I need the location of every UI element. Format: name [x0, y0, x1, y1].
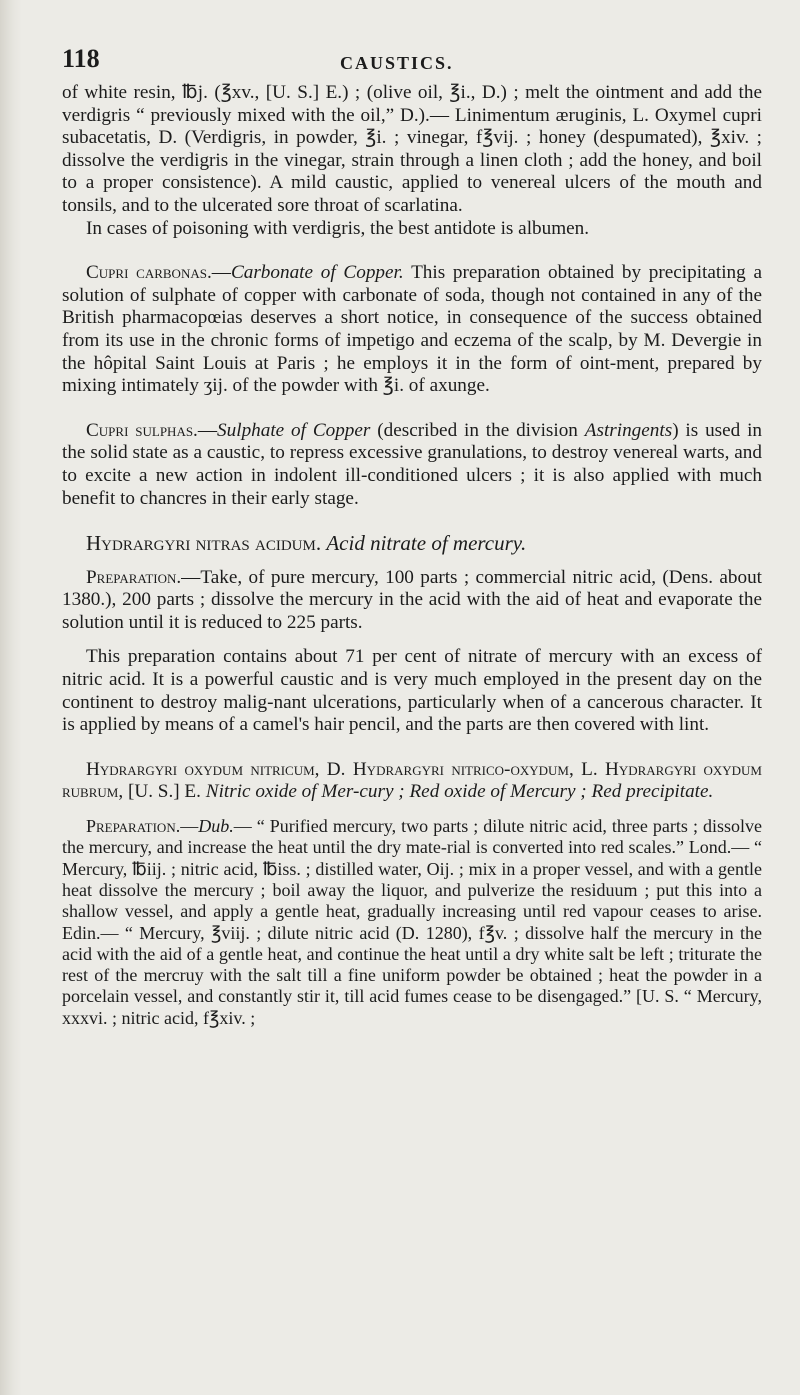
paragraph-antidote: In cases of poisoning with verdigris, the best antidote is albumen. — [86, 217, 590, 239]
paragraph-preparation-2: Preparation.—Dub.— “ Purified mercury, two parts ; dilute nitric acid, three parts ; dissolve the mercury, and increase the heat until the dry mate-rial is converted into red scales.” Lond.— “ Mercury, ℔iij. ; nitric acid, ℔iss. ; distilled water, Oij. ; mix in a proper vessel, and with a gentle heat dissolve the mercury ; boil away the liquor, and pulverize the residuum ; put this into a shallow vessel, and apply a gentle heat, gradually increasing until red vapour ceases to arise. Edin.— “ Mercury, ℥viij. ; dilute nitric acid (D. 1280), f℥v. ; dissolve half the mercury in the acid with the aid of a gentle heat, and continue the heat until a dry white salt be left ; triturate the rest of the mercruy with the salt till a fine uniform powder be obtained ; heat the powder in a porcelain vessel, and constantly stir it, till acid fumes cease to be disengaged.” [U. S. “ Mercury, xxxvi. ; nitric acid, f℥xiv. ; — [62, 816, 762, 1028]
running-title: CAUSTICS. — [340, 53, 454, 73]
paragraph-cupri-carbonas: Cupri carbonas.—Carbonate of Copper. This preparation obtained by precipitating a solution of sulphate of copper with carbonate of soda, though not contained in any of the British pharmacopœias deserves a short notice, in consequence of the success obtained from its use in the chronic forms of impetigo and eczema of the scalp, by M. Devergie in the hôpital Saint Louis at Paris ; he employs it in the form of oint-ment, prepared by mixing intimately ʒij. of the powder with ℥i. of axunge. — [62, 262, 763, 397]
entry-text: (described in the division — [377, 419, 578, 441]
entry-lead: Preparation. — [86, 566, 182, 588]
book-page — [62, 44, 763, 1029]
page-header — [62, 44, 762, 74]
heading-english: Nitric oxide of Mer-cury ; Red oxide of Mercury ; Red precipitate. — [205, 781, 714, 803]
paragraph-nitrate-description: This preparation contains about 71 per cent of nitrate of mercury with an excess of nitric acid. It is a powerful caustic and is very much employed in the present day on the continent to destroy malig-nant ulcerations, particularly when of a cancerous character. It is applied by means of a camel's hair pencil, and the parts are then covered with lint. — [62, 646, 762, 736]
page-number: 118 — [62, 44, 100, 73]
entry-text: — “ Purified mercury, two parts ; dilute nitric acid, three parts ; dissolve the mercury, and increase the heat until the dry mate-rial is converted into red scales.” Lond.— “ Mercury, ℔iij. ; nitric acid, ℔iss. ; distilled water, Oij. ; mix in a proper vessel, and with a gentle heat dissolve the mercury ; boil away the liquor, and pulverize the residuum ; put this into a shallow vessel, and apply a gentle heat, gradually increasing until red vapour ceases to arise. Edin.— “ Mercury, ℥viij. ; dilute nitric acid (D. 1280), f℥v. ; dissolve half the mercury in the acid with the aid of a gentle heat, and continue the heat until a dry white salt be left ; triturate the rest of the mercruy with the salt till a fine uniform powder be obtained ; heat the powder in a porcelain vessel, and constantly stir it, till acid fumes cease to be disengaged.” [U. S. “ Mercury, xxxvi. ; nitric acid, f℥xiv. ; — [62, 816, 762, 1028]
paragraph-verdigris: of white resin, ℔j. (℥xv., [U. S.] E.) ; (olive oil, ℥i., D.) ; melt the ointment and add the verdigris “ previously mixed with the oil,” D.).— Linimentum æruginis, L. Oxymel cupri subacetatis, D. (Verdigris, in powder, ℥i. ; vinegar, f℥vij. ; honey (despumated), ℥xiv. ; dissolve the verdigris in the vinegar, strain through a linen cloth ; add the honey, and boil to a proper consistence). A mild caustic, applied to venereal ulcers of the mouth and tonsils, and to the ulcerated sore throat of scarlatina. — [62, 82, 762, 216]
entry-text: ) is used in the solid state as a caustic, to repress excessive granulations, to destroy venereal warts, and to excite a new action in indolent ill-conditioned ulcers ; it is also applied with much benefit to chancres in their early stage. — [62, 419, 763, 509]
entry-lead: Preparation. — [86, 816, 181, 837]
heading-english: Acid nitrate of mercury. — [326, 531, 527, 556]
entry-text: Take, of pure mercury, 100 parts ; commercial nitric acid, (Dens. about 1380.), 200 parts ; dissolve the mercury in the acid with the aid of heat and evaporate the solution until it is reduced to 225 parts. — [62, 566, 762, 633]
entry-title: Sulphate of Copper — [217, 419, 371, 441]
heading-red-oxide — [62, 759, 762, 804]
entry-lead: Cupri sulphas. — [86, 419, 198, 441]
heading-latin: Hydrargyri nitras acidum. — [86, 531, 322, 556]
book-binding-shadow — [0, 0, 22, 1395]
entry-title: Carbonate of Copper. — [230, 262, 404, 284]
paragraph-preparation-1: Preparation.—Take, of pure mercury, 100 parts ; commercial nitric acid, (Dens. about 1380.), 200 parts ; dissolve the mercury in the acid with the aid of heat and evaporate the solution until it is reduced to 225 parts. — [62, 566, 762, 633]
entry-lead: Cupri carbonas. — [86, 262, 212, 284]
heading-latin: Hydrargyri oxydum nitricum, D. Hydrargyri nitrico-oxydum, L. Hydrargyri oxydum rubrum, [U. S.] E. — [62, 758, 762, 803]
astringents-ref: Astringents — [584, 419, 673, 441]
heading-acid-nitrate — [62, 532, 762, 555]
paragraph-cupri-sulphas: Cupri sulphas.—Sulphate of Copper (described in the division Astringents) is used in the solid state as a caustic, to repress excessive granulations, to destroy venereal warts, and to excite a new action in indolent ill-conditioned ulcers ; it is also applied with much benefit to chancres in their early stage. — [62, 419, 763, 509]
entry-text: This preparation obtained by precipitating a solution of sulphate of copper with carbonate of soda, though not contained in any of the British pharmacopœias deserves a short notice, in consequence of the success obtained from its use in the chronic forms of impetigo and eczema of the scalp, by M. Devergie in the hôpital Saint Louis at Paris ; he employs it in the form of oint-ment, prepared by mixing intimately ʒij. of the powder with ℥i. of axunge. — [62, 262, 763, 397]
dub-ref: Dub. — [198, 816, 234, 837]
